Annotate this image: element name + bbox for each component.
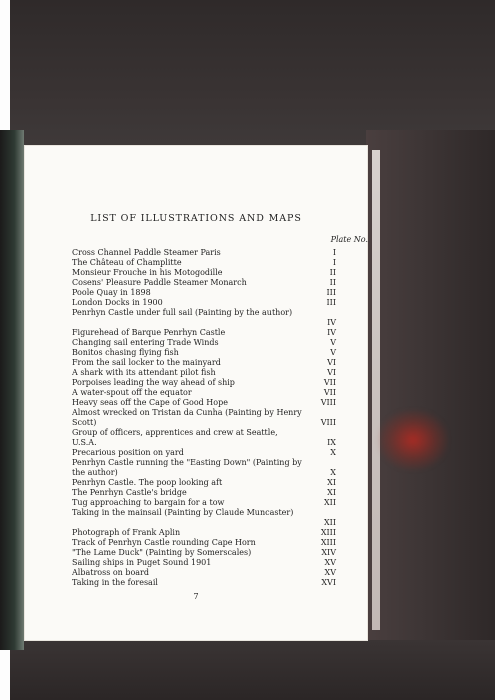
plate-number-header: Plate No.	[330, 235, 368, 244]
list-item: Porpoises leading the way ahead of ship VII	[72, 378, 336, 387]
list-item: "The Lame Duck" (Painting by Somerscales) XIV	[72, 548, 336, 557]
list-item: Cross Channel Paddle Steamer Paris I	[72, 248, 336, 257]
list-item: Taking in the foresail XVI	[72, 578, 336, 587]
book-page	[24, 145, 368, 641]
list-item: Poole Quay in 1898 III	[72, 288, 336, 297]
list-item: Heavy seas off the Cape of Good Hope VIII	[72, 398, 336, 407]
page-number: 7	[193, 592, 199, 601]
list-item: Bonitos chasing flying fish V	[72, 348, 336, 357]
list-item: London Docks in 1900 III	[72, 298, 336, 307]
dark-background-bottom	[10, 640, 495, 700]
list-item: Taking in the mainsail (Painting by Claude Muncaster) XII	[72, 508, 336, 527]
list-item: A water-spout off the equator VII	[72, 388, 336, 397]
dark-background-top	[10, 0, 495, 150]
list-item: Figurehead of Barque Penrhyn Castle IV	[72, 328, 336, 337]
red-smear-mark	[378, 410, 448, 470]
list-item: Precarious position on yard X	[72, 448, 336, 457]
list-item: The Château of Champlitte I	[72, 258, 336, 267]
list-item: Penrhyn Castle running the "Easting Down" (Painting by the author) X	[72, 458, 336, 477]
book-cover-edge	[0, 130, 24, 650]
list-item: Monsieur Frouche in his Motogodille II	[72, 268, 336, 277]
list-item: Almost wrecked on Tristan da Cunha (Painting by Henry Scott) VIII	[72, 408, 336, 427]
list-item: Albatross on board XV	[72, 568, 336, 577]
page-edge-stripe	[372, 150, 380, 630]
list-item: Photograph of Frank Aplin XIII	[72, 528, 336, 537]
list-item: Penrhyn Castle under full sail (Painting by the author) IV	[72, 308, 336, 327]
illustrations-list	[72, 248, 336, 588]
dark-background-right	[366, 130, 495, 650]
list-item: Cosens' Pleasure Paddle Steamer Monarch II	[72, 278, 336, 287]
page-title: LIST OF ILLUSTRATIONS AND MAPS	[90, 213, 302, 224]
list-item: Group of officers, apprentices and crew at Seattle, U.S.A. IX	[72, 428, 336, 447]
list-item: Sailing ships in Puget Sound 1901 XV	[72, 558, 336, 567]
list-item: Changing sail entering Trade Winds V	[72, 338, 336, 347]
list-item: From the sail locker to the mainyard VI	[72, 358, 336, 367]
list-item: Penrhyn Castle. The poop looking aft XI	[72, 478, 336, 487]
list-item: Tug approaching to bargain for a tow XII	[72, 498, 336, 507]
list-item: A shark with its attendant pilot fish VI	[72, 368, 336, 377]
list-item: Track of Penrhyn Castle rounding Cape Horn XIII	[72, 538, 336, 547]
list-item: The Penrhyn Castle's bridge XI	[72, 488, 336, 497]
